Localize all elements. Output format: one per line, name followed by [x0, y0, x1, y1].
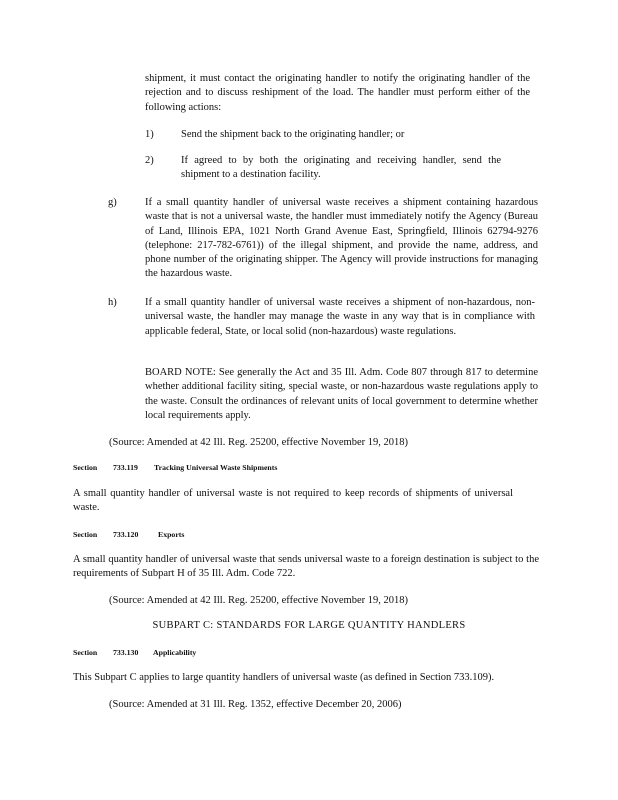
source-note-1: (Source: Amended at 42 Ill. Reg. 25200, effective November 19, 2018): [109, 437, 408, 448]
section-title: Applicability: [153, 648, 197, 657]
list-item-2-text: If agreed to by both the originating and receiving handler, send the shipment to a destination facility.: [181, 155, 501, 181]
section-label: Section: [73, 463, 98, 472]
section-number: 733.130: [113, 648, 139, 657]
subpart-heading: SUBPART C: STANDARDS FOR LARGE QUANTITY HANDLERS: [152, 620, 466, 631]
list-item-1-text: Send the shipment back to the originating handler; or: [181, 129, 405, 140]
section-number: 733.120: [113, 530, 139, 539]
source-note-3: (Source: Amended at 31 Ill. Reg. 1352, effective December 20, 2006): [109, 699, 402, 710]
section-733-120-heading: [73, 530, 184, 540]
section-733-120-paragraph: A small quantity handler of universal waste that sends universal waste to a foreign destination is subject to the requirements of Subpart H of 35 Ill. Adm. Code 722.: [73, 554, 539, 580]
section-label: Section: [73, 530, 98, 539]
section-733-130-heading: [73, 648, 196, 658]
list-item-2-label: 2): [145, 155, 154, 166]
section-title: Exports: [158, 530, 185, 539]
section-label: Section: [73, 648, 98, 657]
section-title: Tracking Universal Waste Shipments: [154, 463, 278, 472]
section-number: 733.119: [113, 463, 138, 472]
item-h-label: h): [108, 297, 117, 308]
source-note-2: (Source: Amended at 42 Ill. Reg. 25200, effective November 19, 2018): [109, 595, 408, 606]
continuation-paragraph: shipment, it must contact the originating handler to notify the originating handler of the rejection and to discuss reshipment of the load. The handler must perform either of the following actions:: [145, 73, 530, 113]
section-733-130-paragraph: This Subpart C applies to large quantity handlers of universal waste (as defined in Section 733.109).: [73, 672, 495, 683]
item-g-text: If a small quantity handler of universal waste receives a shipment containing hazardous waste that is not a universal waste, the handler must immediately notify the Agency (Bureau of Land, Illinois EPA, 1021 North Grand Avenue East, Springfield, Illinois 62794-9276 (telephone: 217-782-6761)) of the illegal shipment, and provide the name, address, and phone number of the originating shipper. The Agency will provide instructions for managing the hazardous waste.: [145, 197, 538, 280]
item-g-label: g): [108, 197, 117, 208]
board-note: BOARD NOTE: See generally the Act and 35 Ill. Adm. Code 807 through 817 to determine whether additional facility siting, special waste, or non-hazardous waste regulations apply to the waste. Consult the ordinances of relevant units of local government to determine whether local requirements apply.: [145, 367, 538, 421]
item-h-text: If a small quantity handler of universal waste receives a shipment of non-hazardous, non-universal waste, the handler may manage the waste in any way that is in compliance with applicable federal, State, or local solid (non-hazardous) waste regulations.: [145, 297, 535, 337]
list-item-1-label: 1): [145, 129, 154, 140]
section-733-119-paragraph: A small quantity handler of universal waste is not required to keep records of shipments of universal waste.: [73, 488, 513, 514]
section-733-119-heading: [73, 463, 277, 473]
